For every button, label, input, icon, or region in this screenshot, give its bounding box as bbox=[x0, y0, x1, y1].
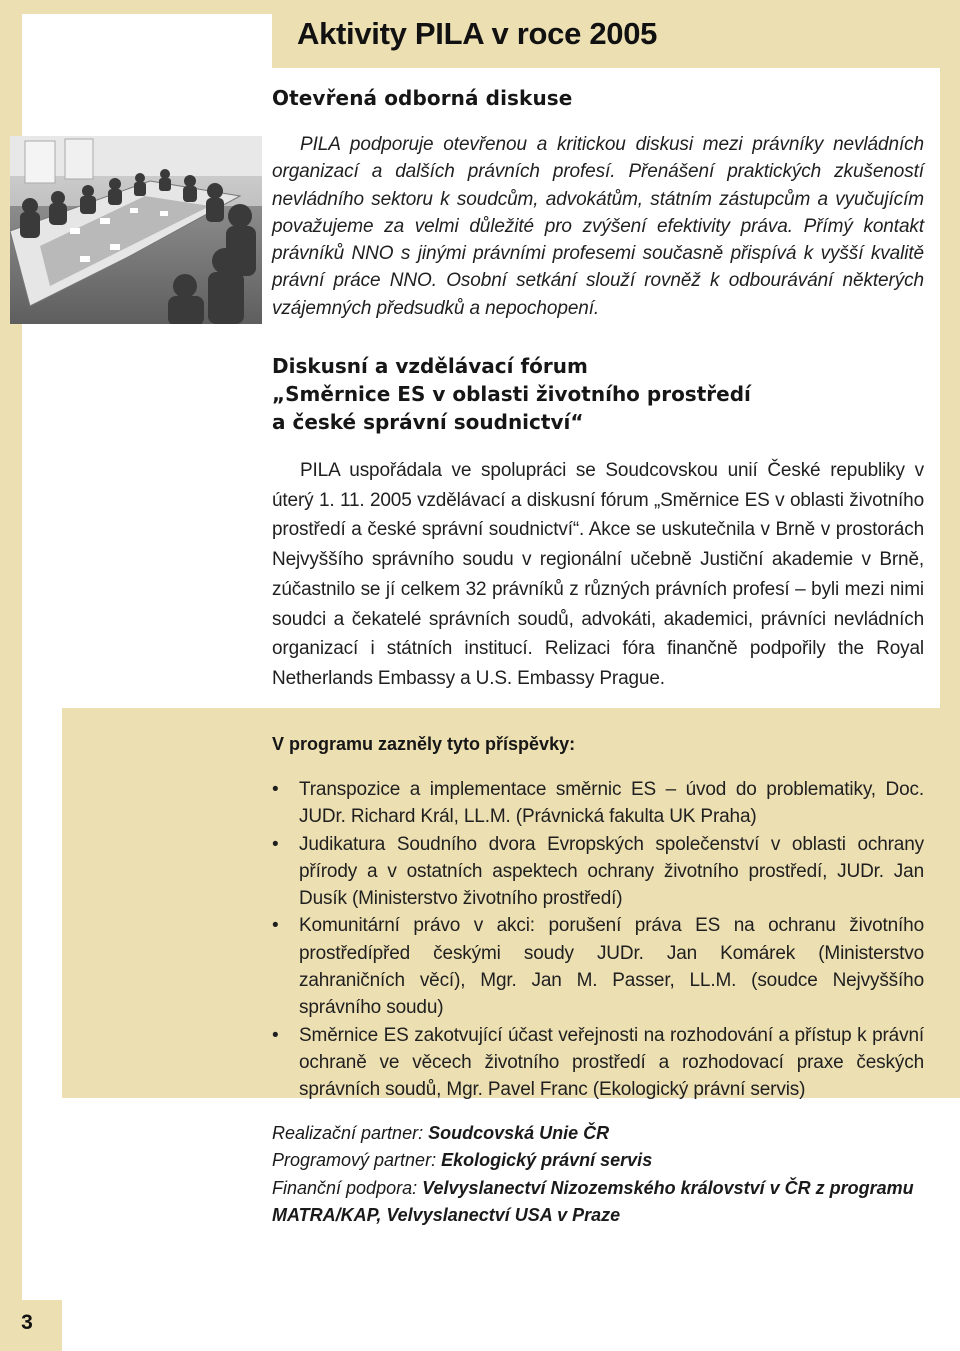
program-item-text: Judikatura Soudního dvora Evropských společenství v oblasti ochrany přírody a v ostatních aspektech ochrany životního prostředí, JUDr. Jan Dusík (Ministerstvo životního prostředí) bbox=[299, 833, 924, 910]
section-heading-forum bbox=[272, 352, 751, 436]
forum-heading-line: a české správní soudnictví“ bbox=[272, 410, 584, 434]
bullet-icon: • bbox=[272, 915, 279, 937]
credits bbox=[272, 1120, 932, 1229]
forum-heading-line: „Směrnice ES v oblasti životního prostředí bbox=[272, 382, 751, 406]
program-heading: V programu zazněly tyto příspěvky: bbox=[272, 734, 576, 754]
page-frame-right bbox=[940, 68, 960, 708]
program-item bbox=[272, 831, 924, 913]
program-item bbox=[272, 912, 924, 1021]
bullet-icon: • bbox=[272, 779, 279, 800]
open-discussion-text: PILA podporuje otevřenou a kritickou diskusi mezi právníky nevládních organizací a dalších právních profesí. Přenášení praktických zkušeností nevládního sektoru k soudcům, advokátům, státním zástupcům a vyučujícím považujeme za velmi důležité pro zvýšení efektivity práva. Přímý kontakt právníků NNO s jinými právními profesemi současně přispívá k vyšší kvalitě právní práce NNO. Osobní setkání slouží rovněž k odbourávání některých vzájemných předsudků a nepochopení. bbox=[272, 134, 924, 319]
forum-text: PILA uspořádala ve spolupráci se Soudcovskou unií České republiky v úterý 1. 11. 2005 vzdělávací a diskusní fórum „Směrnice ES v oblasti životního prostředí a české správní soudnictví“. Akce se uskutečnila v Brně v prostorách Nejvyššího správního soudu v regionální učebně Justiční akademie v Brně, zúčastnilo se jí celkem 32 právníků z různých právních profesí – byli mezi nimi soudci a čekatelé správních soudů, advokáti, akademici, právníci nevládních organizací i státních institucí. Relizaci fóra finančně podpořily the Royal Netherlands Embassy a U.S. Embassy Prague. bbox=[272, 460, 924, 689]
credit-label: Realizační partner: bbox=[272, 1123, 424, 1143]
program-item-text: Směrnice ES zakotvující účast veřejnosti na rozhodování a přístup k právní ochraně ve věcech životního prostředí a rozhodovací praxe českých správních soudů, Mgr. Pavel Franc (Ekologický právní servis) bbox=[299, 1024, 924, 1101]
credit-program bbox=[272, 1147, 932, 1174]
credit-label: Programový partner: bbox=[272, 1150, 437, 1171]
page-number: 3 bbox=[21, 1311, 33, 1334]
section-heading-open-discussion: Otevřená odborná diskuse bbox=[272, 86, 573, 110]
credit-label: Finanční podpora: bbox=[272, 1177, 418, 1198]
credit-realization bbox=[272, 1120, 932, 1147]
forum-heading-line: Diskusní a vzdělávací fórum bbox=[272, 354, 588, 378]
open-discussion-paragraph bbox=[272, 131, 924, 322]
credit-value: Velvyslanectví Nizozemského království v ČR z programu MATRA/KAP, Velvyslanectví USA v Praze bbox=[272, 1177, 914, 1225]
program-item bbox=[272, 776, 924, 831]
conference-photo bbox=[10, 136, 262, 324]
page-frame-top bbox=[22, 0, 960, 14]
program-item-text: Transpozice a implementace směrnic ES – úvod do problematiky, Doc. JUDr. Richard Král, LL.M. (Právnická fakulta UK Praha) bbox=[299, 779, 924, 828]
credit-value: Ekologický právní servis bbox=[441, 1150, 653, 1171]
credit-funding bbox=[272, 1175, 932, 1230]
credit-value: Soudcovská Unie ČR bbox=[428, 1123, 610, 1143]
page-title: Aktivity PILA v roce 2005 bbox=[297, 16, 658, 51]
forum-paragraph bbox=[272, 456, 924, 694]
bullet-icon: • bbox=[272, 1024, 279, 1046]
bullet-icon: • bbox=[272, 833, 279, 855]
program-list bbox=[272, 776, 924, 1104]
program-item-text: Komunitární právo v akci: porušení práva ES na ochranu životního prostředípřed českými soudy JUDr. Jan Komárek (Ministerstvo zahraničních věcí), Mgr. Jan M. Passer, LL.M. (soudce Nejvyššího správního soudu) bbox=[299, 915, 924, 1019]
program-item bbox=[272, 1022, 924, 1104]
